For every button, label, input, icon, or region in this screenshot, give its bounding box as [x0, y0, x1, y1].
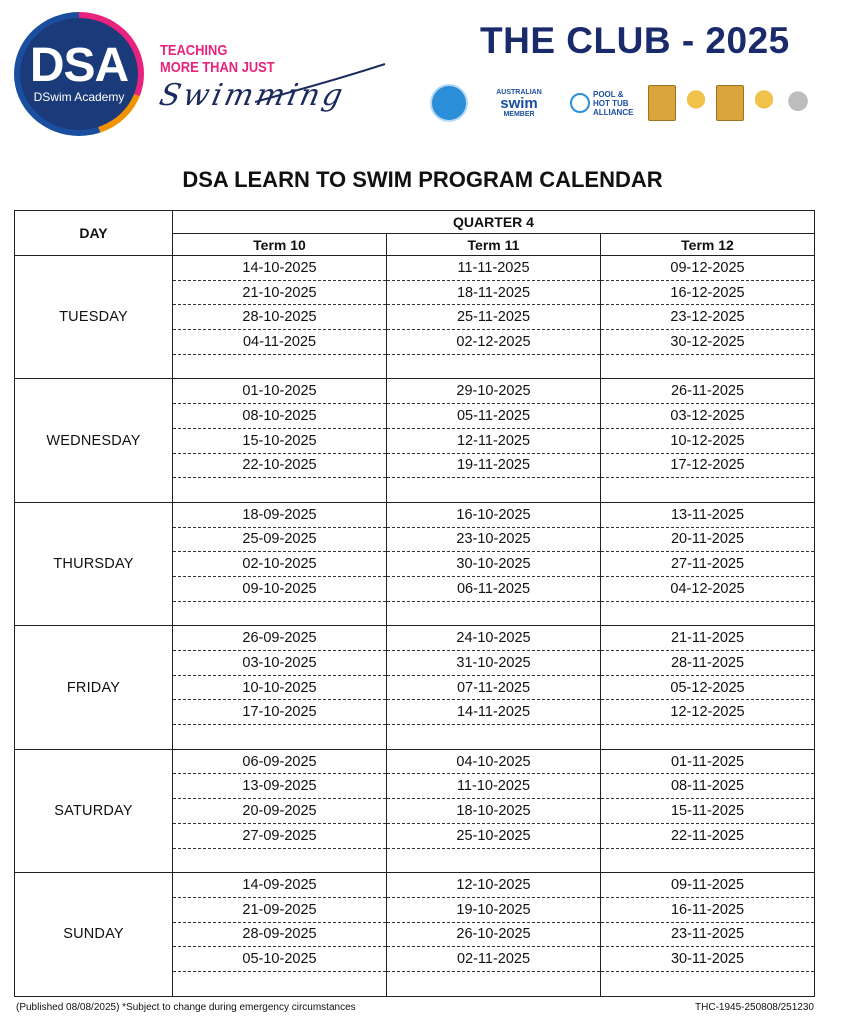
table-row [15, 626, 815, 651]
term-header: Term 12 [601, 234, 815, 256]
date-cell: 26-09-2025 [173, 626, 387, 651]
date-cell: 05-12-2025 [601, 675, 815, 700]
date-cell: 27-11-2025 [601, 552, 815, 577]
date-cell [601, 971, 815, 996]
pool-hot-tub-alliance-badge: POOL & HOT TUB ALLIANCE [570, 85, 642, 121]
swash-icon [250, 62, 390, 112]
quarter-header: QUARTER 4 [173, 211, 815, 234]
date-cell: 01-11-2025 [601, 749, 815, 774]
date-cell [387, 601, 601, 626]
date-cell [173, 601, 387, 626]
date-cell: 28-11-2025 [601, 651, 815, 676]
date-cell: 02-10-2025 [173, 552, 387, 577]
date-cell: 06-11-2025 [387, 576, 601, 601]
date-cell: 15-10-2025 [173, 428, 387, 453]
date-cell: 08-11-2025 [601, 774, 815, 799]
date-cell: 21-10-2025 [173, 280, 387, 305]
accreditation-badge-icon [430, 84, 468, 122]
logo-subtitle: DSwim Academy [33, 90, 125, 104]
date-cell [387, 848, 601, 873]
award-seal-icon [784, 85, 812, 121]
club-title: THE CLUB - 2025 [480, 20, 790, 61]
date-cell: 17-12-2025 [601, 453, 815, 478]
tagline-line2: MORE THAN JUST [160, 59, 275, 76]
dsa-logo [14, 12, 144, 136]
date-cell: 27-09-2025 [173, 823, 387, 848]
date-cell: 16-12-2025 [601, 280, 815, 305]
date-cell: 01-10-2025 [173, 379, 387, 404]
date-cell: 09-11-2025 [601, 873, 815, 898]
date-cell: 19-11-2025 [387, 453, 601, 478]
date-cell: 11-11-2025 [387, 256, 601, 281]
day-name: WEDNESDAY [15, 379, 173, 502]
calendar-table [14, 210, 815, 997]
date-cell: 20-11-2025 [601, 527, 815, 552]
tagline-script: Swimming [156, 78, 349, 113]
date-cell [601, 354, 815, 379]
australian-swim-member-badge: AUSTRALIAN swim MEMBER [496, 88, 542, 118]
date-cell: 25-10-2025 [387, 823, 601, 848]
award-star-icon [682, 85, 710, 121]
date-cell: 14-11-2025 [387, 700, 601, 725]
date-cell [173, 354, 387, 379]
date-cell: 04-12-2025 [601, 576, 815, 601]
table-row [15, 256, 815, 281]
date-cell [173, 848, 387, 873]
date-cell: 16-10-2025 [387, 502, 601, 527]
date-cell: 08-10-2025 [173, 404, 387, 429]
date-cell: 16-11-2025 [601, 897, 815, 922]
table-row [15, 749, 815, 774]
calendar-title: DSA LEARN TO SWIM PROGRAM CALENDAR [182, 167, 663, 192]
date-cell: 14-10-2025 [173, 256, 387, 281]
date-cell: 31-10-2025 [387, 651, 601, 676]
award-star-icon [750, 85, 778, 121]
date-cell: 14-09-2025 [173, 873, 387, 898]
date-cell: 19-10-2025 [387, 897, 601, 922]
date-cell: 02-11-2025 [387, 947, 601, 972]
date-cell: 04-10-2025 [387, 749, 601, 774]
date-cell: 09-12-2025 [601, 256, 815, 281]
date-cell [601, 725, 815, 750]
day-name: FRIDAY [15, 626, 173, 749]
footer-note: (Published 08/08/2025) *Subject to change during emergency circumstances [16, 1002, 356, 1013]
term-header: Term 11 [387, 234, 601, 256]
date-cell [387, 354, 601, 379]
document-code: THC-1945-250808/251230 [695, 1002, 814, 1013]
date-cell [601, 478, 815, 503]
day-name: THURSDAY [15, 502, 173, 625]
date-cell: 05-10-2025 [173, 947, 387, 972]
date-cell: 30-10-2025 [387, 552, 601, 577]
accreditation-badges [430, 84, 812, 122]
date-cell [387, 725, 601, 750]
table-row [15, 502, 815, 527]
day-name: TUESDAY [15, 256, 173, 379]
date-cell: 21-11-2025 [601, 626, 815, 651]
date-cell [173, 478, 387, 503]
water-drop-icon [570, 93, 590, 113]
date-cell: 06-09-2025 [173, 749, 387, 774]
date-cell: 18-11-2025 [387, 280, 601, 305]
winner-award-icon [648, 85, 676, 121]
calendar-body [15, 256, 815, 997]
date-cell: 23-10-2025 [387, 527, 601, 552]
day-name: SATURDAY [15, 749, 173, 872]
date-cell: 30-12-2025 [601, 330, 815, 355]
date-cell: 10-10-2025 [173, 675, 387, 700]
date-cell: 12-10-2025 [387, 873, 601, 898]
date-cell: 03-10-2025 [173, 651, 387, 676]
date-cell: 18-09-2025 [173, 502, 387, 527]
date-cell: 05-11-2025 [387, 404, 601, 429]
date-cell [173, 971, 387, 996]
date-cell: 23-12-2025 [601, 305, 815, 330]
date-cell: 07-11-2025 [387, 675, 601, 700]
date-cell: 04-11-2025 [173, 330, 387, 355]
term-header: Term 10 [173, 234, 387, 256]
date-cell: 09-10-2025 [173, 576, 387, 601]
date-cell: 15-11-2025 [601, 799, 815, 824]
date-cell: 30-11-2025 [601, 947, 815, 972]
date-cell: 12-11-2025 [387, 428, 601, 453]
date-cell: 18-10-2025 [387, 799, 601, 824]
date-cell: 28-10-2025 [173, 305, 387, 330]
date-cell [387, 478, 601, 503]
date-cell: 26-10-2025 [387, 922, 601, 947]
date-cell: 11-10-2025 [387, 774, 601, 799]
logo-inner [20, 18, 138, 130]
date-cell: 03-12-2025 [601, 404, 815, 429]
date-cell: 22-11-2025 [601, 823, 815, 848]
date-cell: 25-09-2025 [173, 527, 387, 552]
date-cell: 28-09-2025 [173, 922, 387, 947]
date-cell: 20-09-2025 [173, 799, 387, 824]
date-cell: 17-10-2025 [173, 700, 387, 725]
date-cell: 24-10-2025 [387, 626, 601, 651]
date-cell: 21-09-2025 [173, 897, 387, 922]
date-cell [601, 848, 815, 873]
winner-award-icon [716, 85, 744, 121]
tagline-line1: TEACHING [160, 42, 228, 59]
date-cell: 25-11-2025 [387, 305, 601, 330]
day-header: DAY [15, 211, 173, 256]
table-row [15, 379, 815, 404]
date-cell: 23-11-2025 [601, 922, 815, 947]
date-cell [601, 601, 815, 626]
date-cell: 22-10-2025 [173, 453, 387, 478]
date-cell: 13-09-2025 [173, 774, 387, 799]
date-cell: 12-12-2025 [601, 700, 815, 725]
date-cell: 02-12-2025 [387, 330, 601, 355]
logo-mark: DSA [29, 39, 129, 92]
date-cell: 13-11-2025 [601, 502, 815, 527]
date-cell: 29-10-2025 [387, 379, 601, 404]
table-row [15, 873, 815, 898]
date-cell [173, 725, 387, 750]
date-cell [387, 971, 601, 996]
date-cell: 10-12-2025 [601, 428, 815, 453]
date-cell: 26-11-2025 [601, 379, 815, 404]
day-name: SUNDAY [15, 873, 173, 996]
